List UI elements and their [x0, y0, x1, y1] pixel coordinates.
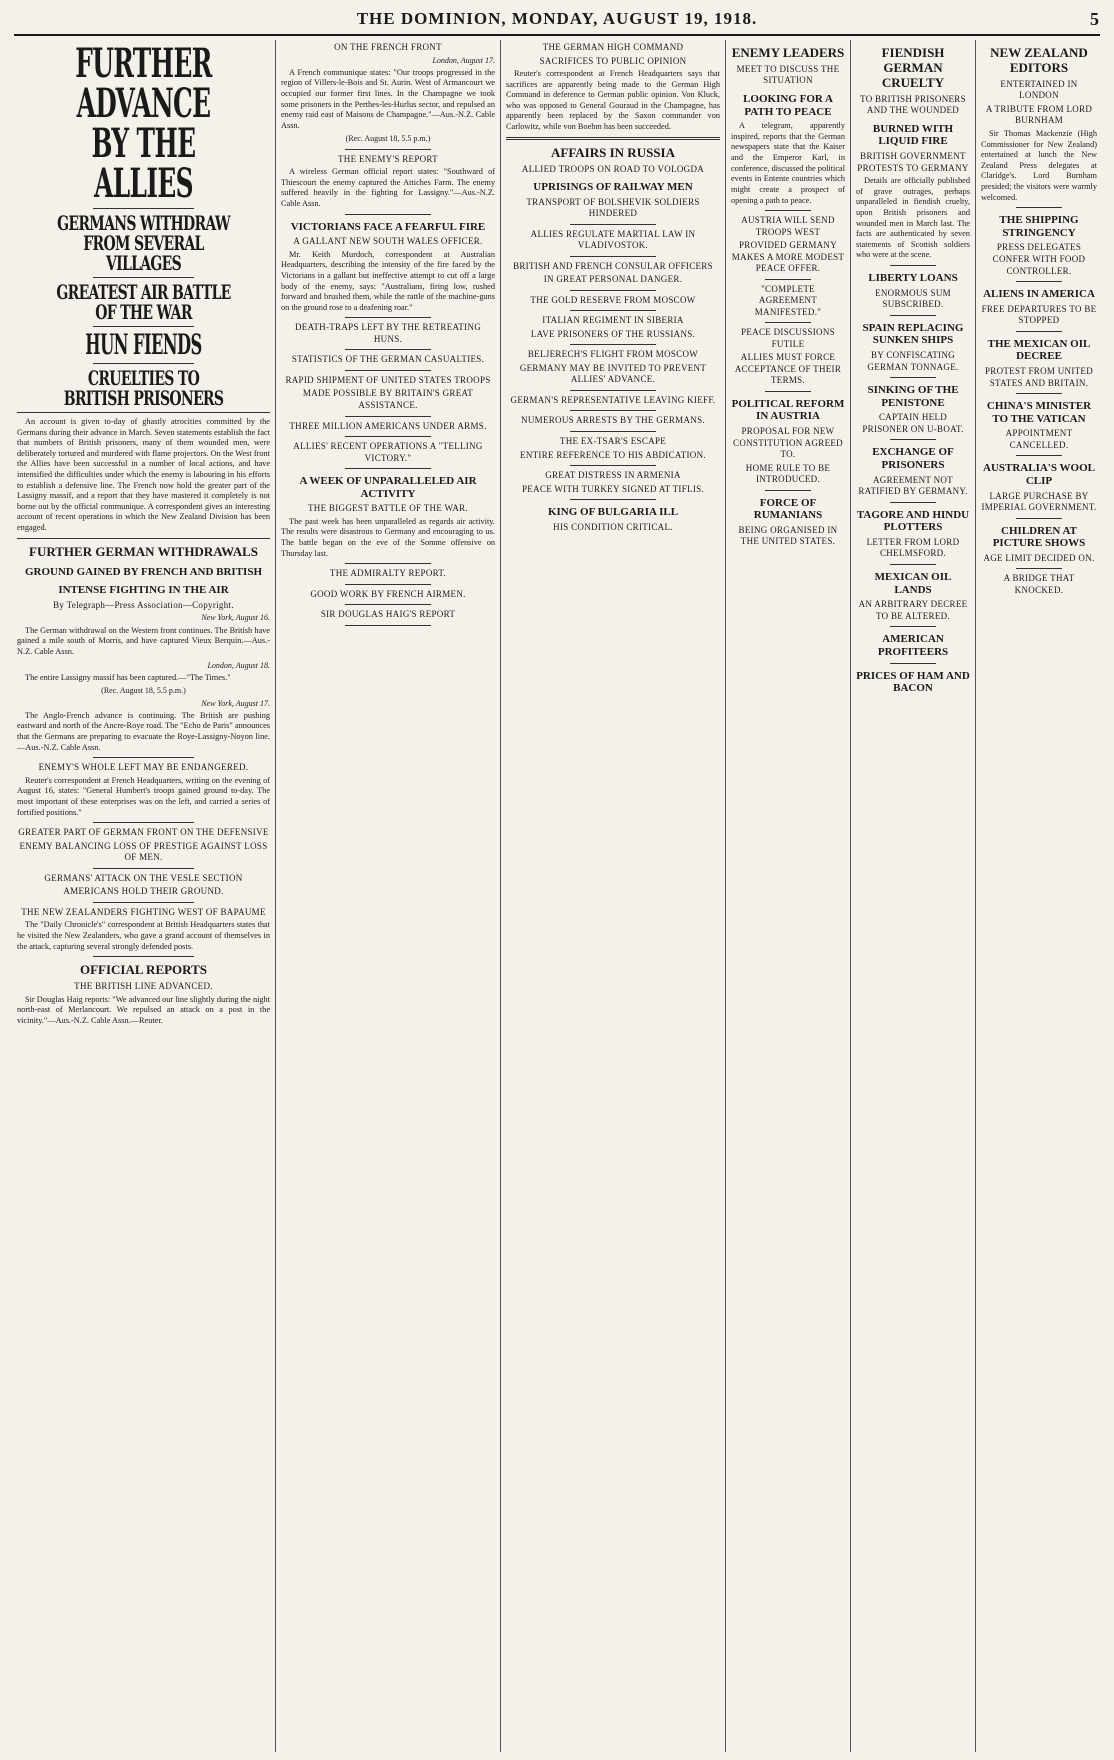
headline-hun-fiends: HUN FIENDS	[85, 328, 202, 361]
page-number: 5	[1090, 8, 1100, 29]
headline-air-activity: A WEEK OF UNPARALLELED AIR ACTIVITY	[299, 475, 477, 500]
headline-victorians: VICTORIANS FACE A FEARFUL FIRE	[290, 220, 486, 233]
column-4: ENEMY LEADERS MEET TO DISCUSS THE SITUATION LOOKING FOR A PATH TO PEACE A telegram, apparently inspired, reports that the German newspapers state that the Kaiser and the Emperor Karl, in conference, discussed the political events in Entente countries which might create a prospect of opening a path to peace. AUSTRIA WILL SEND TROOPS WEST PROVIDED GERMANY MAKES A MORE MODEST PEACE OFFER. "COMPLETE AGREEMENT MANIFESTED." PEACE DISCUSSIONS FUTILE ALLIES MUST FORCE ACCEPTANCE OF THEIR TERMS. POLITICAL REFORM IN AUSTRIA PROPOSAL FOR NEW CONSTITUTION AGREED TO. HOME RULE TO BE INTRODUCED. FORCE OF RUMANIANS BEING ORGANISED IN THE UNITED STATES.	[726, 40, 851, 1752]
headline-fiendish-cruelty: FIENDISH GERMAN CRUELTY	[881, 45, 945, 90]
masthead	[14, 4, 1100, 36]
headline-french-front: ON THE FRENCH FRONT	[334, 42, 442, 52]
column-6: NEW ZEALAND EDITORS ENTERTAINED IN LONDON A TRIBUTE FROM LORD BURNHAM Sir Thomas Mackenzie (High Commissioner for New Zealand) entertained at lunch the New Zealand Press delegates at Claridge's. Lord Burnham presided; the visitors were warmly welcomed. THE SHIPPING STRINGENCY PRESS DELEGATES CONFER WITH FOOD CONTROLLER. ALIENS IN AMERICA FREE DEPARTURES TO BE STOPPED THE MEXICAN OIL DECREE PROTEST FROM UNITED STATES AND BRITAIN. CHINA'S MINISTER TO THE VATICAN APPOINTMENT CANCELLED. AUSTRALIA'S WOOL CLIP LARGE PURCHASE BY IMPERIAL GOVERNMENT. CHILDREN AT PICTURE SHOWS AGE LIMIT DECIDED ON. A BRIDGE THAT KNOCKED.	[981, 45, 1097, 595]
headline-new-zealanders: THE NEW ZEALANDERS FIGHTING WEST OF BAPAUME	[21, 906, 266, 917]
subhead-air-fighting: INTENSE FIGHTING IN THE AIR	[58, 584, 229, 597]
columns	[12, 40, 1102, 1752]
column-5: FIENDISH GERMAN CRUELTY TO BRITISH PRISONERS AND THE WOUNDED BURNED WITH LIQUID FIRE BRITISH GOVERNMENT PROTESTS TO GERMANY Details are officially published of grave outrages, perhaps unparalleled in fiendish cruelty, upon British prisoners and wounded men in March last. The facts are authenticated by seven statements of Scottish soldiers who were at the scene. LIBERTY LOANS ENORMOUS SUM SUBSCRIBED. SPAIN REPLACING SUNKEN SHIPS BY CONFISCATING GERMAN TONNAGE. SINKING OF THE PENISTONE CAPTAIN HELD PRISONER ON U-BOAT. EXCHANGE OF PRISONERS AGREEMENT NOT RATIFIED BY GERMANY. TAGORE AND HINDU PLOTTERS LETTER FROM LORD CHELMSFORD. MEXICAN OIL LANDS AN ARBITRARY DECREE TO BE ALTERED. AMERICAN PROFITEERS PRICES OF HAM AND BACON	[851, 40, 976, 1752]
headline-cruelties: CRUELTIES TO BRITISH PRISONERS	[63, 366, 224, 410]
headline-official-reports: OFFICIAL REPORTS	[79, 962, 208, 978]
lead-paragraph: An account is given to-day of ghastly atrocities committed by the Germans during their advance in March. Seven statements establish the fact that numbers of British prisoners, many of them wounded men, were deliberately tortured and murdered with flame projectors. On the West front the Allies have been successful in a number of local actions, and have intensified the difficulties under which the enemy is labouring in his efforts to establish a defensive line. The French now hold the greater part of the Lassigny massif, and a report that they have mastered it completely is not borne out by the official communique. A correspondent gives an interesting account of recent operations in which the New Zealand Division has been engaged.	[17, 417, 270, 533]
headline-air-battle: GREATEST AIR BATTLE OF THE WAR	[56, 280, 231, 324]
headline-affairs-russia: AFFAIRS IN RUSSIA	[550, 144, 675, 160]
headline-german-high-command: THE GERMAN HIGH COMMAND	[542, 42, 684, 52]
column-2: ON THE FRENCH FRONT London, August 17. A French communique states: "Our troops progressed in the region of Villers-le-Bois and St. Aurin. West of Armancourt we occupied our former first lines. In the Champagne we took some prisoners in the Perthes-les-Hurlus sector, and repulsed an enemy raid east of Maisons de Champagne."—Aus.-N.Z. Cable Assn. (Rec. August 18, 5.5 p.m.) THE ENEMY'S REPORT A wireless German official report states: "Southward of Thiescourt the enemy captured the Attiches Farm. The enemy suffered heavily in the fighting for Lassigny."—Aus.-N.Z. Cable Assn. VICTORIANS FACE A FEARFUL FIRE A GALLANT NEW SOUTH WALES OFFICER. Mr. Keith Murdoch, correspondent at Australian Headquarters, describing the intensity of the fire faced by the Victorians in a gallant but ineffective attempt to cut off a large body of the enemy, says: "Australians, firing low, rushed forward and brushed them, while the rattle of the machine-guns on the ground rose to a deafening roar." DEATH-TRAPS LEFT BY THE RETREATING HUNS. STATISTICS OF THE GERMAN CASUALTIES. RAPID SHIPMENT OF UNITED STATES TROOPS MADE POSSIBLE BY BRITAIN'S GREAT ASSISTANCE. THREE MILLION AMERICANS UNDER ARMS. ALLIES' RECENT OPERATIONS A "TELLING VICTORY." A WEEK OF UNPARALLELED AIR ACTIVITY THE BIGGEST BATTLE OF THE WAR. The past week has been unparalleled as regards air activity. The results were disastrous to Germany and encouraging to us. The battle began on the eve of the Somme offensive on Thursday last. THE ADMIRALTY REPORT. GOOD WORK BY FRENCH AIRMEN. SIR DOUGLAS HAIG'S REPORT	[276, 40, 501, 1752]
headline-enemy-left: ENEMY'S WHOLE LEFT MAY BE ENDANGERED.	[38, 762, 249, 773]
main-headline: FURTHER ADVANCE BY THE ALLIES	[75, 40, 212, 207]
byline: By Telegraph—Press Association—Copyright.	[53, 599, 234, 610]
headline-enemy-leaders: ENEMY LEADERS	[731, 45, 845, 60]
subhead-ground-gained: GROUND GAINED BY FRENCH AND BRITISH	[24, 565, 263, 578]
headline-germans-withdraw: GERMANS WITHDRAW FROM SEVERAL VILLAGES	[57, 211, 230, 275]
masthead-title: THE DOMINION, MONDAY, AUGUST 19, 1918.	[356, 9, 758, 28]
headline-further-withdrawals: FURTHER GERMAN WITHDRAWALS	[29, 543, 258, 559]
column-1: FURTHER ADVANCE BY THE ALLIES GERMANS WITHDRAW FROM SEVERAL VILLAGES GREATEST AIR BATTLE OF THE WAR HUN FIENDS CRUELTIES TO BRITISH PRISONERS An account is given to-day of ghastly atrocities committed by the Germans during their advance in March. Seven statements establish the fact that numbers of British prisoners, many of them wounded men, were deliberately tortured and murdered with flame projectors. On the West front the Allies have been successful in a number of local actions, and have intensified the difficulties under which the enemy is labouring in his efforts to establish a defensive line. The French now hold the greater part of the Lassigny massif, and a report that they have mastered it completely is not borne out by the official communique. A correspondent gives an interesting account of recent operations in which the New Zealand Division has been engaged. FURTHER GERMAN WITHDRAWALS GROUND GAINED BY FRENCH AND BRITISH INTENSE FIGHTING IN THE AIR By Telegraph—Press Association—Copyright. New York, August 16. The German withdrawal on the Western front continues. The British have gained a mile south of Morris, and have captured Vieux Berquin.—Aus.-N.Z. Cable Assn. London, August 18. The entire Lassigny massif has been captured.—"The Times." (Rec. August 18, 5.5 p.m.) New York, August 17. The Anglo-French advance is continuing. The British are pushing eastward and north of the Ancre-Roye road. The "Echo de Paris" announces that the Germans are preparing to evacuate the Roye-Lassigny-Noyon line.—Aus.-N.Z. Cable Assn. ENEMY'S WHOLE LEFT MAY BE ENDANGERED. Reuter's correspondent at French Headquarters, writing on the evening of August 16, states: "General Humbert's troops gained ground to-day. The most important of these enterprises was on the left, and carried a series of fortified positions." GREATER PART OF GERMAN FRONT ON THE DEFENSIVE ENEMY BALANCING LOSS OF PRESTIGE AGAINST LOSS OF MEN. GERMANS' ATTACK ON THE VESLE SECTION AMERICANS HOLD THEIR GROUND. THE NEW ZEALANDERS FIGHTING WEST OF BAPAUME The "Daily Chronicle's" correspondent at British Headquarters states that he visited the New Zealanders, who gave a grand account of themselves in the attack, capturing several strongly defended posts. OFFICIAL REPORTS THE BRITISH LINE ADVANCED. Sir Douglas Haig reports: "We advanced our line slightly during the night north-east of Merlancourt. We repulsed an attack on a post in the vicinity."—Aus.-N.Z. Cable Assn.—Reuter.	[12, 40, 276, 1752]
column-3: THE GERMAN HIGH COMMAND SACRIFICES TO PUBLIC OPINION Reuter's correspondent at French Headquarters says that sacrifices are apparently being made to the German High Command in deference to German public opinion. Von Kluck, who was opposed to General Gouraud in the Champagne, has apparently been replaced by the Saxon commander von Carlowitz, while von Boehm has been succeeded. AFFAIRS IN RUSSIA ALLIED TROOPS ON ROAD TO VOLOGDA UPRISINGS OF RAILWAY MEN TRANSPORT OF BOLSHEVIK SOLDIERS HINDERED ALLIES REGULATE MARTIAL LAW IN VLADIVOSTOK. BRITISH AND FRENCH CONSULAR OFFICERS IN GREAT PERSONAL DANGER. THE GOLD RESERVE FROM MOSCOW ITALIAN REGIMENT IN SIBERIA LAVE PRISONERS OF THE RUSSIANS. BELJERECH'S FLIGHT FROM MOSCOW GERMANY MAY BE INVITED TO PREVENT ALLIES' ADVANCE. GERMAN'S REPRESENTATIVE LEAVING KIEFF. NUMEROUS ARRESTS BY THE GERMANS. THE EX-TSAR'S ESCAPE ENTIRE REFERENCE TO HIS ABDICATION. GREAT DISTRESS IN ARMENIA PEACE WITH TURKEY SIGNED AT TIFLIS. KING OF BULGARIA ILL HIS CONDITION CRITICAL.	[501, 40, 726, 1752]
headline-nz-editors: NEW ZEALAND EDITORS	[990, 45, 1088, 75]
